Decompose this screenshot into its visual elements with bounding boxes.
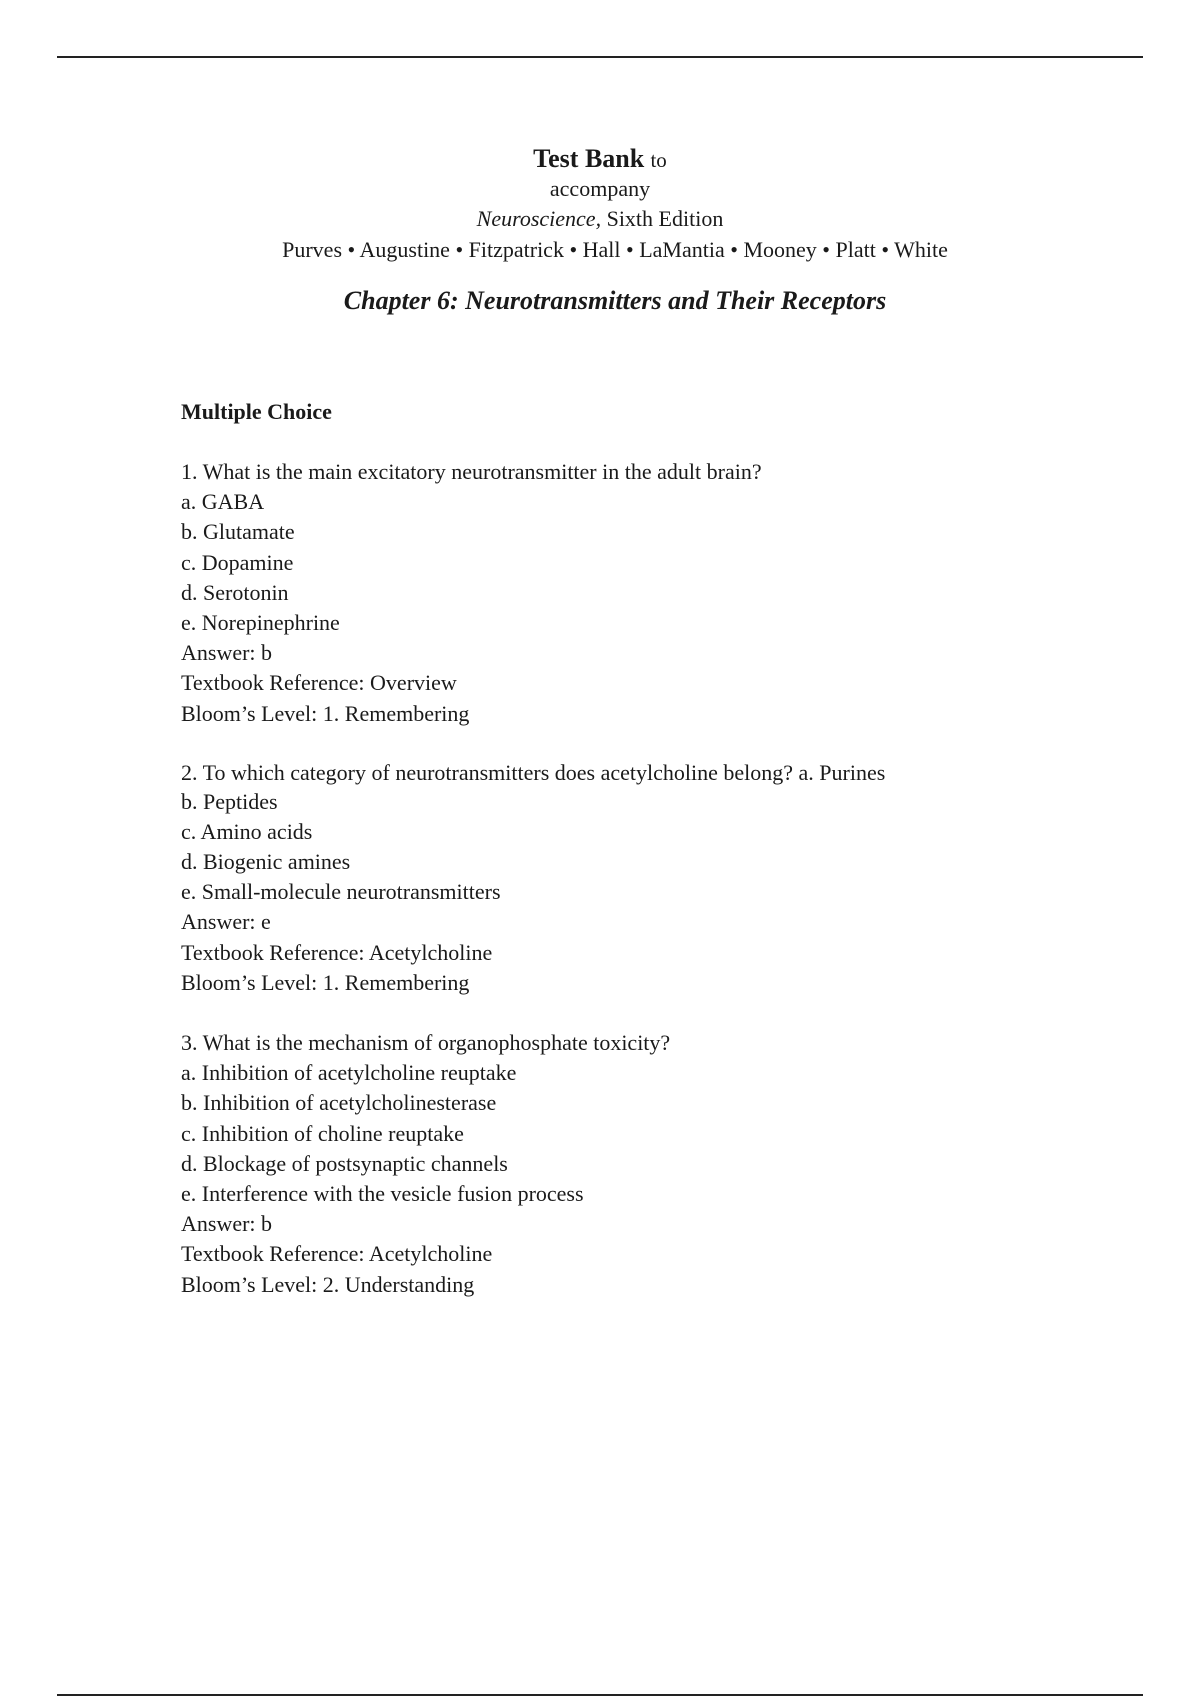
blooms-level: Bloom’s Level: 2. Understanding	[181, 1271, 475, 1297]
answer-option: b. Peptides	[181, 788, 278, 814]
answer-key: Answer: e	[181, 909, 271, 935]
textbook-reference: Textbook Reference: Acetylcholine	[181, 1241, 493, 1267]
textbook-reference: Textbook Reference: Acetylcholine	[181, 939, 493, 965]
question-1	[181, 457, 1081, 729]
book-edition: Sixth Edition	[606, 206, 724, 231]
blooms-level: Bloom’s Level: 1. Remembering	[181, 700, 470, 726]
chapter-title: Chapter 6: Neurotransmitters and Their Receptors	[343, 286, 887, 315]
question-3	[181, 1028, 1081, 1300]
title-suffix: to	[650, 148, 667, 172]
section-title: Multiple Choice	[181, 399, 332, 424]
answer-option: d. Blockage of postsynaptic channels	[181, 1150, 508, 1176]
answer-option: a. GABA	[181, 489, 265, 515]
answer-option: d. Biogenic amines	[181, 849, 351, 875]
answer-option: c. Dopamine	[181, 549, 294, 575]
answer-option: e. Norepinephrine	[181, 609, 340, 635]
answer-option: c. Amino acids	[181, 818, 313, 844]
authors-line: Purves • Augustine • Fitzpatrick • Hall • LaMantia • Mooney • Platt • White	[282, 237, 948, 262]
book-title-line	[0, 204, 1200, 234]
answer-key: Answer: b	[181, 1211, 273, 1237]
top-rule	[57, 56, 1143, 58]
answer-option: c. Inhibition of choline reuptake	[181, 1120, 464, 1146]
accompany-line: accompany	[549, 176, 651, 201]
document-body	[181, 397, 1081, 1330]
question-stem: 1. What is the main excitatory neurotransmitter in the adult brain?	[181, 459, 762, 484]
document-header	[0, 144, 1200, 318]
answer-option: b. Inhibition of acetylcholinesterase	[181, 1090, 497, 1116]
test-bank-title	[0, 144, 1200, 174]
answer-option: e. Interference with the vesicle fusion process	[181, 1180, 584, 1206]
title-bold: Test Bank	[533, 144, 645, 173]
answer-key: Answer: b	[181, 640, 273, 666]
question-stem: 2. To which category of neurotransmitters does acetylcholine belong? a. Purines	[181, 759, 886, 785]
blooms-level: Bloom’s Level: 1. Remembering	[181, 969, 470, 995]
book-title: Neuroscience,	[476, 206, 602, 231]
answer-option: a. Inhibition of acetylcholine reuptake	[181, 1060, 517, 1086]
question-2	[181, 759, 1081, 998]
answer-option: d. Serotonin	[181, 579, 289, 605]
answer-option: b. Glutamate	[181, 519, 295, 545]
question-stem: 3. What is the mechanism of organophosphate toxicity?	[181, 1030, 671, 1055]
answer-option: e. Small-molecule neurotransmitters	[181, 879, 501, 905]
bottom-rule	[57, 1694, 1143, 1696]
textbook-reference: Textbook Reference: Overview	[181, 670, 457, 696]
